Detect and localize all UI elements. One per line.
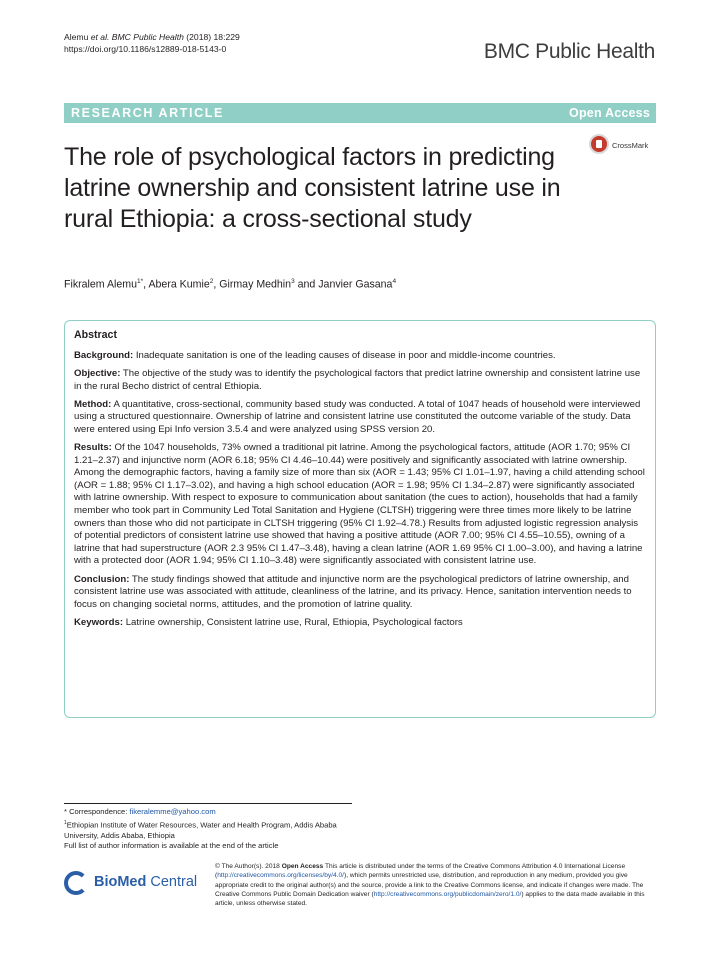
- abstract-background: [74, 350, 646, 363]
- abstract-box: [64, 320, 656, 718]
- author-name[interactable]: Abera Kumie: [148, 278, 210, 291]
- article-title: The role of psychological factors in predicting latrine ownership and consistent latrine use in rural Ethiopia: a cross-sectional study: [64, 143, 561, 233]
- abstract-objective: [74, 368, 646, 393]
- author-affiliation-marker: 3: [291, 278, 295, 285]
- author-name[interactable]: Janvier Gasana: [318, 278, 393, 291]
- license-text: This article is distributed under the terms of the Creative Commons Attribution 4.0 International License (: [215, 863, 626, 880]
- author-separator: ,: [143, 278, 149, 291]
- correspondence-email-link[interactable]: fikeralemme@yahoo.com: [129, 807, 216, 816]
- author-info-note: Full list of author information is available at the end of the article: [64, 841, 279, 851]
- correspondence: [64, 807, 354, 818]
- license-text: © The Author(s). 2018: [215, 863, 282, 870]
- section-text: The study findings showed that attitude and injunctive norm are the psychological predictors of latrine ownership, and consistent latrine use was associated with attitude, cleanliness of the latrine, and its privacy. Hence, sanitation intervention needs to focus on changing societal norms, attitudes, and the promotion of latrine quality.: [74, 573, 632, 610]
- citation-authors: Alemu: [64, 32, 91, 42]
- author-list: [64, 278, 396, 291]
- abstract-body: [74, 350, 646, 635]
- license-link[interactable]: http://creativecommons.org/licenses/by/4.0/: [217, 872, 345, 880]
- license-text: ) applies to the data made available in this article, unless otherwise stated.: [215, 890, 645, 908]
- section-label: Conclusion:: [74, 573, 130, 585]
- footnote-block: [64, 807, 354, 852]
- citation-volume: (2018) 18:229: [183, 32, 240, 42]
- abstract-conclusion: [74, 574, 646, 612]
- citation-journal: et al. BMC Public Health: [90, 32, 184, 42]
- license-statement: [215, 862, 655, 908]
- affiliation: [64, 818, 354, 842]
- section-label: Background:: [74, 350, 134, 361]
- wordmark-bio: BioMed: [94, 874, 147, 890]
- license-open-access: Open Access: [281, 863, 324, 870]
- open-access-label: Open Access: [569, 106, 650, 120]
- section-label: Objective:: [74, 368, 121, 380]
- section-text: The objective of the study was to identify the psychological factors that predict latrine ownership and consistent latrine use in the rural Becho district of central Ethiopia.: [74, 368, 641, 392]
- crossmark-badge[interactable]: [589, 132, 659, 162]
- biomed-central-wordmark: [94, 874, 197, 890]
- article-type-banner: [64, 103, 656, 123]
- citation-block: [64, 32, 240, 55]
- author-separator: ,: [213, 278, 220, 291]
- author-name[interactable]: Fikralem Alemu: [64, 278, 137, 291]
- author-affiliation-marker: 2: [209, 278, 214, 285]
- biomed-central-icon: [64, 871, 88, 895]
- footnote-divider: [64, 803, 352, 804]
- abstract-keywords: [74, 617, 646, 630]
- article-type-label: RESEARCH ARTICLE: [71, 106, 224, 120]
- author-affiliation-marker: 1*: [137, 278, 144, 285]
- section-text: Of the 1047 households, 73% owned a traditional pit latrine. Among the psychological factors, attitude (AOR 1.70; 95% CI 1.21–2.37) and injunctive norm (AOR 6.18; 95% CI 4.46–10.44) were positively and significantly associated with latrine ownership. Among the demographic factors, having a family size of more than six (AOR = 1.43; 95% CI 1.01–1.97, having a child attending school (AOR = 1.88; 95% CI 1.17–3.02), and having a high school education (AOR = 1.98; 95% CI 1.34–2.87) were significantly associated with latrine ownership. With respect to exposure to communication about sanitation (the cues to action), households that had a family member who took part in Community Led Total Sanitation and Hygiene (CLTSH) triggering were three times more likely to be latrine owners than those who did not participate in CLTSH triggering (95% CI 1.92–4.78.) Results from adjusted logistic regression analysis of potential predictors of consistent latrine use showed that having a positive attitude (AOR 7.00; 95% CI 4.55–10.55), owning of a latrine that had superstructure (AOR 2.3 95% CI 1.47–3.48), having a clean latrine (AOR 1.69 95% CI 1.00–3.00), and having a latrine with a protected door (AOR 1.94; 95% CI 1.10–3.48) were significantly associated with consistent latrine use.: [74, 442, 645, 567]
- section-label: Results:: [74, 442, 112, 454]
- journal-name: BMC Public Health: [483, 40, 655, 63]
- author-name[interactable]: Girmay Medhin: [219, 278, 292, 291]
- section-text: Latrine ownership, Consistent latrine use, Rural, Ethiopia, Psychological factors: [123, 616, 463, 628]
- doi-link[interactable]: https://doi.org/10.1186/s12889-018-5143-0: [64, 43, 227, 54]
- section-text: Inadequate sanitation is one of the leading causes of disease in poor and middle-income countries.: [133, 350, 556, 361]
- abstract-results: [74, 442, 646, 568]
- citation-line: [64, 32, 240, 44]
- author-separator: and: [294, 278, 319, 291]
- public-domain-link[interactable]: http://creativecommons.org/publicdomain/zero/1.0/: [373, 890, 522, 898]
- biomed-central-logo[interactable]: [64, 869, 214, 903]
- correspondence-label: * Correspondence:: [64, 807, 130, 816]
- wordmark-central: Central: [146, 874, 198, 890]
- author-affiliation-marker: 4: [392, 278, 397, 285]
- section-label: Keywords:: [74, 616, 124, 628]
- abstract-method: [74, 399, 646, 437]
- crossmark-label: CrossMark: [612, 141, 649, 150]
- abstract-heading: Abstract: [74, 329, 117, 341]
- crossmark-icon: [589, 134, 609, 154]
- section-label: Method:: [74, 398, 112, 410]
- affiliation-text: Ethiopian Institute of Water Resources, Water and Health Program, Addis Ababa University, Addis Ababa, Ethiopia: [64, 820, 337, 840]
- section-text: A quantitative, cross-sectional, community based study was conducted. A total of 1047 heads of household were interviewed using a structured questionnaire. Ownership of latrine and consistent latrine use constituted the outcome variable of the study. Data were entered using Epi Info version 3.5.4 and were analyzed using SPSS version 20.: [74, 398, 641, 435]
- affiliation-marker: 1: [64, 819, 67, 826]
- license-text: ), which permits unrestricted use, distribution, and reproduction in any medium, provided you give appropriate credit to the original author(s) and the source, provide a link to the Creative Commons license, and indicate if changes were made. The Creative Commons Public Domain Dedication waiver (: [215, 872, 644, 898]
